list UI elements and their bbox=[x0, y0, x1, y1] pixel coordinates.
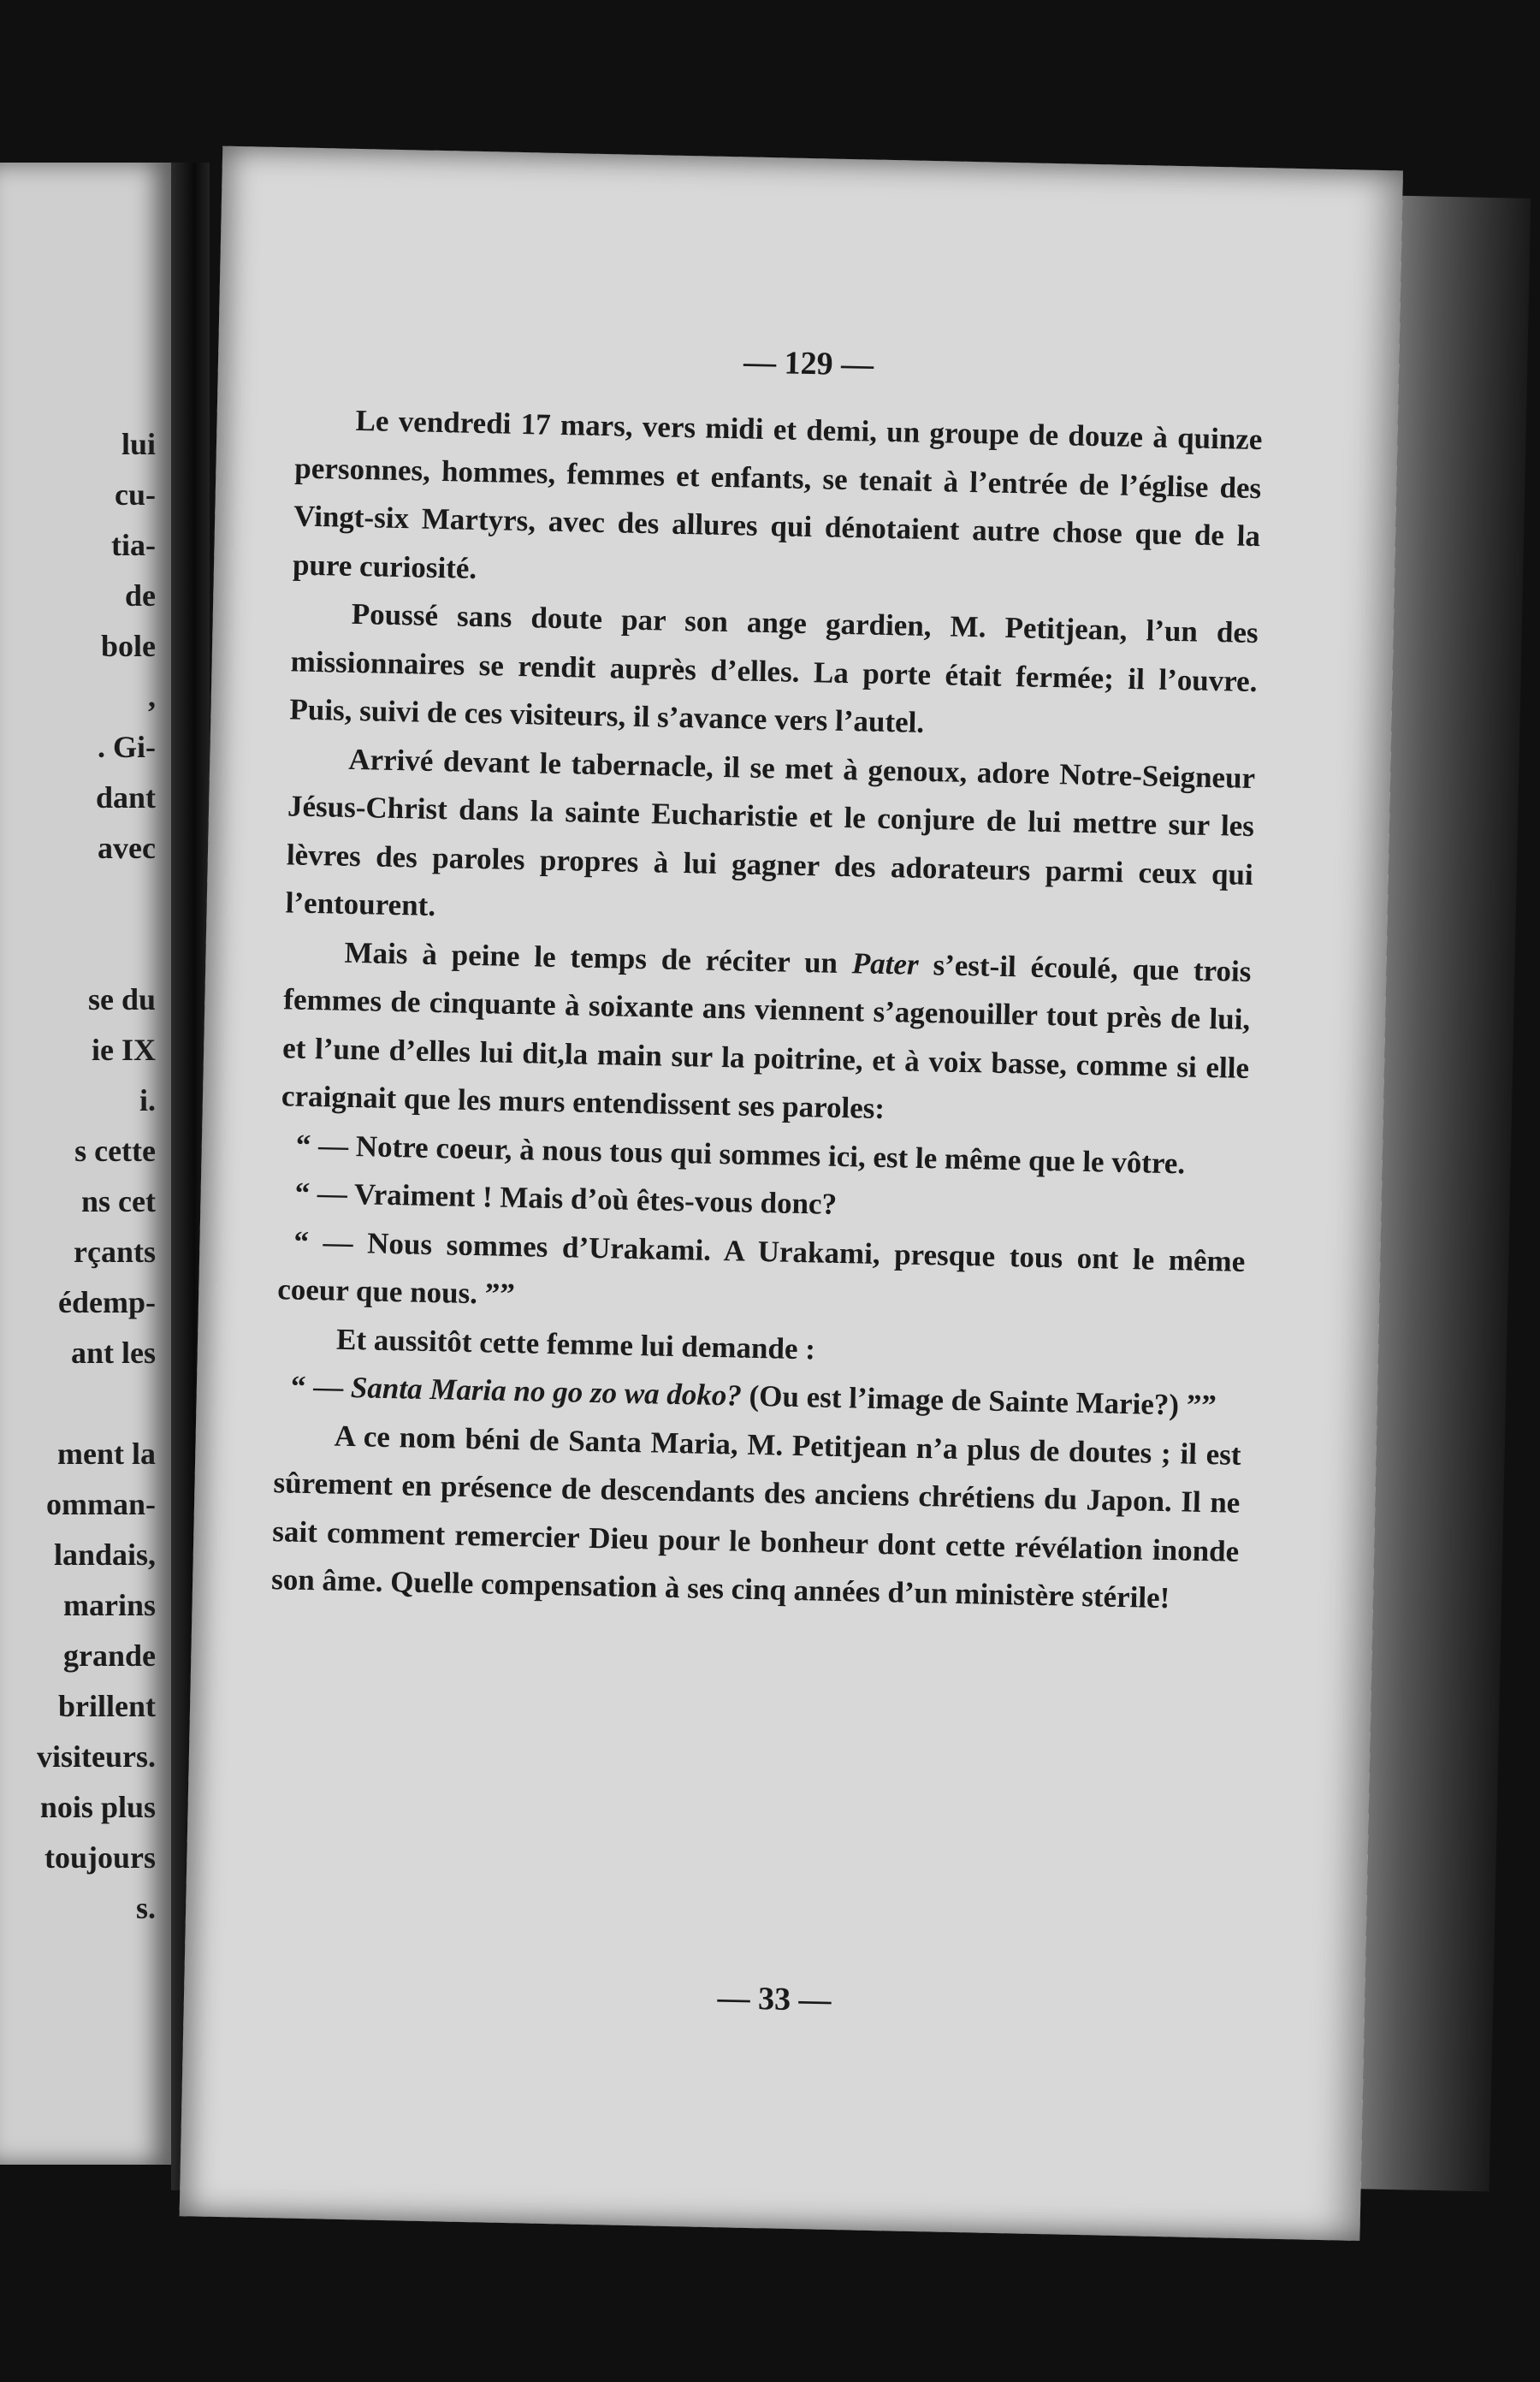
previous-page-line: . Gi- bbox=[98, 730, 156, 764]
previous-page-line: rçants bbox=[74, 1235, 156, 1269]
paragraph-3: Arrivé devant le tabernacle, il se met à genoux, adore Notre-Seigneur Jésus-Christ dans la sainte Eucharistie et le conjure de lui mettre sur les lèvres des paroles propres à lui gagner des adorateurs parmi ceux qui l’entourent. bbox=[285, 742, 1256, 923]
paragraph-5: Et aussitôt cette femme lui demande : bbox=[335, 1322, 816, 1366]
previous-page-line: , bbox=[148, 679, 156, 714]
previous-page-line: marins bbox=[63, 1588, 156, 1622]
previous-page-line: omman- bbox=[46, 1487, 156, 1521]
previous-page-line: grande bbox=[63, 1638, 156, 1673]
previous-page-line: toujours bbox=[44, 1840, 156, 1875]
previous-page-line bbox=[0, 1378, 156, 1429]
paragraph-1: Le vendredi 17 mars, vers midi et demi, un groupe de douze à quinze personnes, hommes, femmes et enfants, se tenait à l’entrée de l’église des Vingt-six Martyrs, avec des allures qui dénotaient autre chose que de la pure curiosité. bbox=[292, 403, 1263, 585]
previous-page-line: avec bbox=[98, 831, 156, 865]
page-text bbox=[271, 395, 1263, 1624]
previous-page-line bbox=[0, 924, 156, 975]
previous-page-text bbox=[0, 419, 156, 1934]
dialog-3: “ — Nous sommes d’Urakami. A Urakami, presque tous ont le même coeur que nous. ”” bbox=[276, 1224, 1246, 1312]
previous-page-line: s cette bbox=[74, 1134, 156, 1168]
previous-page-line: visiteurs. bbox=[37, 1739, 156, 1774]
previous-page-line: édemp- bbox=[58, 1285, 156, 1319]
previous-page-line: ns cet bbox=[81, 1184, 156, 1218]
page-number-top: — 129 — bbox=[743, 344, 874, 383]
previous-page-line: cu- bbox=[115, 477, 156, 512]
dialog-4-rest: (Ou est l’image de Sainte Marie?) ”” bbox=[741, 1378, 1217, 1423]
previous-page-line: brillent bbox=[58, 1689, 156, 1723]
santa-maria-question: Santa Maria no go zo wa doko? bbox=[350, 1371, 743, 1413]
book-page bbox=[180, 146, 1403, 2241]
previous-page-line: dant bbox=[95, 780, 156, 815]
paragraph-4 bbox=[281, 927, 1251, 1141]
dialog-2: “ — Vraiment ! Mais d’où êtes-vous donc? bbox=[294, 1176, 838, 1221]
previous-page-line: ant les bbox=[71, 1336, 156, 1370]
previous-page-line: se du bbox=[87, 982, 156, 1016]
paragraph-2: Poussé sans doute par son ange gardien, M. Petitjean, l’un des missionnaires se rendit auprès d’elles. La porte était fermée; il l’ouvre. Puis, suivi de ces visiteurs, il s’avance vers l’autel. bbox=[289, 596, 1259, 739]
dialog-1: “ — Notre coeur, à nous tous qui sommes ici, est le même que le vôtre. bbox=[295, 1128, 1186, 1180]
paragraph-4-start: Mais à peine le temps de réciter un bbox=[344, 935, 838, 980]
previous-page-line bbox=[0, 874, 156, 924]
previous-page-line: lui bbox=[121, 427, 156, 461]
pater-italic: Pater bbox=[851, 945, 920, 981]
paragraph-4-rest: s’est-il écoulé, que trois femmes de cinquante à soixante ans viennent s’agenouiller tout près de lui, et l’une d’elles lui dit,la main sur la poitrine, et à voix basse, comme si elle craignait que les murs entendissent ses paroles: bbox=[281, 947, 1252, 1126]
previous-page-line: ment la bbox=[57, 1437, 156, 1471]
previous-page-line: tia- bbox=[111, 528, 156, 562]
previous-page-fragment bbox=[0, 163, 171, 2165]
previous-page-line: i. bbox=[139, 1083, 156, 1117]
previous-page-line: nois plus bbox=[39, 1790, 156, 1824]
previous-page-line: s. bbox=[135, 1891, 156, 1925]
previous-page-line: de bbox=[125, 578, 156, 613]
dialog-4-open: “ — bbox=[290, 1369, 352, 1405]
paragraph-6: A ce nom béni de Santa Maria, M. Petitjean n’a plus de doutes ; il est sûrement en présence de descendants des anciens chrétiens du Japon. Il ne sait comment remercier Dieu pour le bonheur dont cette révélation inonde son âme. Quelle compensation à ses cinq années d’un ministère stérile! bbox=[270, 1419, 1241, 1615]
previous-page-line: ie IX bbox=[92, 1033, 156, 1067]
previous-page-line: landais, bbox=[53, 1538, 156, 1572]
page-number-bottom: — 33 — bbox=[717, 1980, 832, 2018]
previous-page-line: bole bbox=[100, 629, 156, 663]
